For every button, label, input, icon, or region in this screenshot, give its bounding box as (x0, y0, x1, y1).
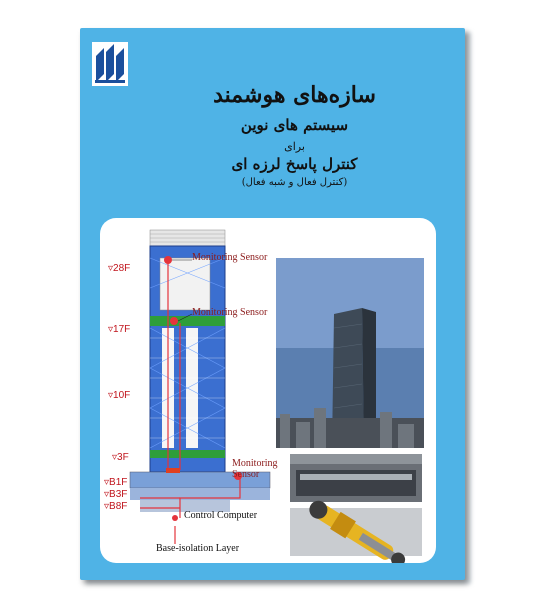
floor-label: ▿17F (108, 324, 131, 335)
university-logo-icon (92, 42, 128, 86)
floor-label: ▿B1F (104, 477, 128, 488)
book-title: سازه‌های هوشمند (213, 82, 376, 108)
sensor-label: Monitoring Sensor (232, 458, 278, 480)
sensor-label: Monitoring Sensor (192, 252, 268, 263)
illustration-panel (100, 218, 436, 563)
floor-label: ▿B8F (104, 501, 128, 512)
book-cover (80, 28, 465, 580)
cover-titles (140, 80, 449, 188)
book-subtitle-2: کنترل پاسخ لرزه ای (231, 155, 358, 173)
floor-label: ▿28F (108, 263, 131, 274)
book-connector: برای (284, 140, 305, 153)
book-subtitle-3: (کنترل فعال و شبه فعال) (241, 177, 348, 188)
control-computer-label: Control Computer (184, 510, 258, 521)
building-diagram (100, 218, 436, 563)
floor-label: ▿B3F (104, 489, 128, 500)
book-subtitle: سیستم های نوین (240, 116, 349, 134)
floor-label: ▿3F (112, 452, 129, 463)
sensor-label: Monitoring Sensor (192, 307, 268, 318)
floor-label: ▿10F (108, 390, 131, 401)
isolation-layer-label: Base-isolation Layer (156, 543, 240, 554)
